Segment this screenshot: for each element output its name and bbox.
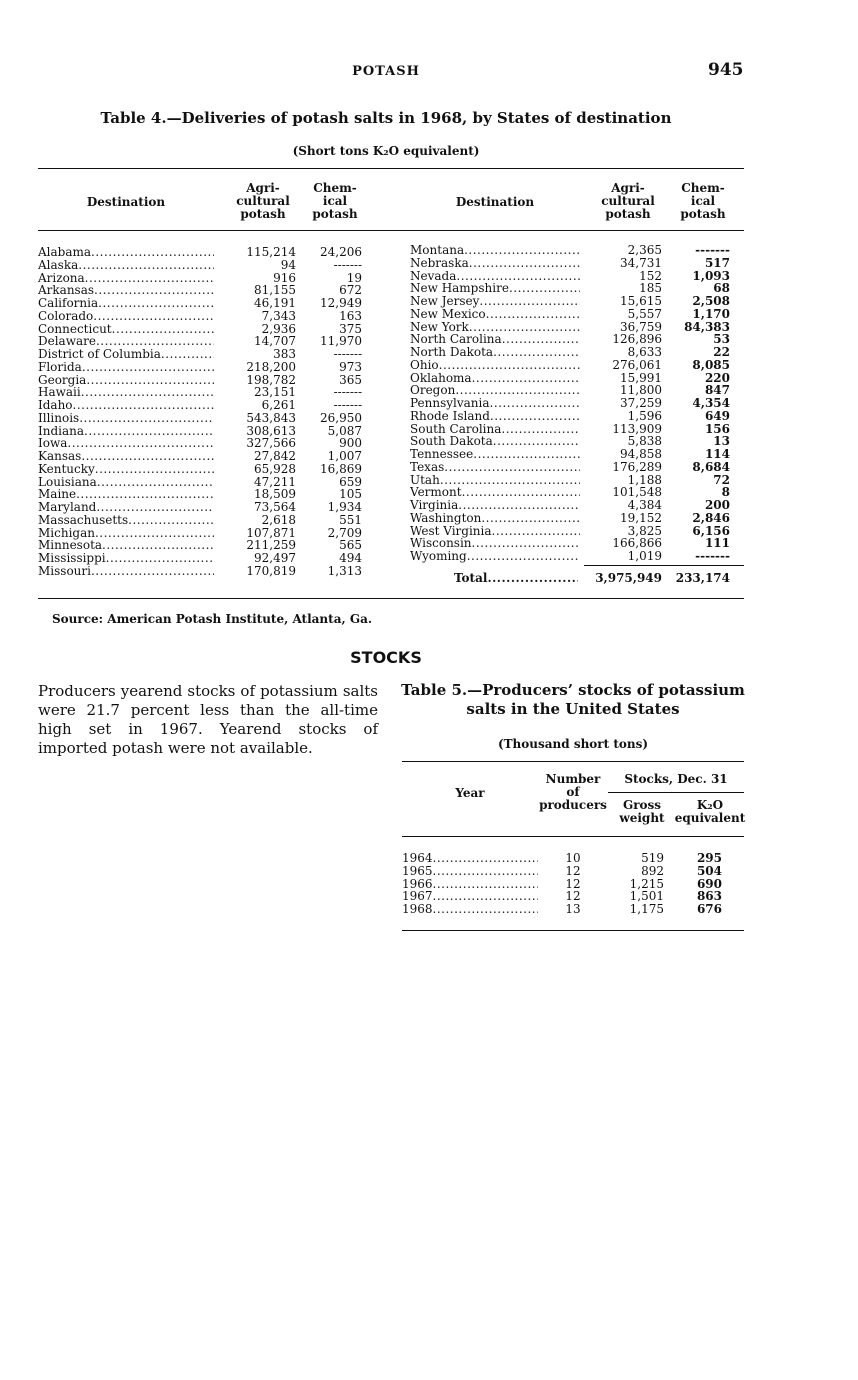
chem-value: 156 [704,421,730,436]
chem-value: 1,007 [327,449,362,463]
destination-name: New Mexico ..... [410,308,580,321]
chem-value: 8,085 [692,357,730,372]
k2o-value: 295 [696,851,722,865]
agri-value: 18,509 [254,487,296,502]
agri-value: 107,871 [246,525,296,540]
destination-name: Iowa ..... [38,437,214,450]
chem-value: 659 [339,474,362,489]
t5-producers-header: Number of producers [539,772,607,812]
chem-value: 551 [339,512,362,527]
destination-name: Oregon ..... [410,384,580,397]
k2o-value: 863 [696,889,722,904]
destination-name: Alabama ..... [38,246,214,259]
chem-value: 11,970 [320,334,362,349]
destination-name: Maine ..... [38,488,214,501]
year-value: 1968 ..... [402,903,538,916]
destination-name: Idaho ..... [38,399,214,412]
chem-value: 847 [704,383,730,398]
chem-value: 1,313 [327,563,362,578]
chem-value: 649 [704,408,730,423]
agri-value: 3,825 [627,523,662,538]
t4-total-label: Total ..... [454,571,578,585]
gross-weight-value: 892 [641,863,664,878]
destination-name: Oklahoma ..... [410,372,580,385]
chem-value: ------- [333,398,362,412]
agri-value: 73,564 [254,500,296,514]
agri-value: 1,596 [627,408,662,423]
t5-k2o-values [664,852,722,916]
gross-weight-value: 519 [641,851,664,865]
agri-value: 4,384 [627,498,662,512]
agri-value: 47,211 [254,474,296,489]
agri-value: 94,858 [620,447,662,461]
table5-title: Table 5.—Producers’ stocks of potassium salts in the United States [401,681,745,718]
t5-gross-header: Gross weight [619,798,665,825]
agri-value: 81,155 [254,283,296,298]
chem-value: 12,949 [320,296,362,310]
chem-value: 8 [721,485,730,500]
k2o-value: 676 [696,902,722,916]
gross-weight-value: 1,501 [629,889,664,904]
destination-name: New Hampshire ..... [410,282,580,295]
chem-value: 72 [713,472,730,487]
agri-value: 15,991 [620,370,662,385]
t4-total-agri: 3,975,949 [595,571,662,585]
agri-value: 115,214 [246,245,296,259]
table4-subtitle: (Short tons K₂O equivalent) [292,144,480,158]
gross-weight-value: 1,215 [629,876,664,891]
agri-value: 27,842 [254,449,296,463]
destination-name: Delaware ..... [38,335,214,348]
agri-value: 7,343 [261,308,296,323]
destination-name: North Dakota ..... [410,346,580,359]
producers-value: 12 [565,876,581,891]
agri-value: 14,707 [254,334,296,349]
producers-value: 12 [565,889,581,904]
destination-name: Minnesota ..... [38,539,214,552]
chem-value: 84,383 [684,319,730,334]
section-heading-stocks: STOCKS [350,648,422,667]
agri-value: 543,843 [246,410,296,425]
chem-value: 8,684 [692,459,730,474]
chem-value: 973 [339,359,362,374]
table5-header-rule [402,836,744,837]
t4-right-agri-header: Agri- cultural potash [601,181,655,221]
agri-value: 327,566 [246,436,296,451]
agri-value: 211,259 [246,538,296,553]
destination-name: California ..... [38,297,214,310]
destination-name: Louisiana ..... [38,476,214,489]
chem-value: 365 [339,372,362,387]
t4-right-destination-header: Destination [455,195,535,209]
table4-top-rule [38,168,744,169]
agri-value: 94 [280,257,296,272]
agri-value: 11,800 [620,383,662,398]
chem-value: ------- [695,243,730,257]
destination-name: Wyoming ..... [410,550,580,563]
chem-value: 1,934 [327,500,362,514]
producers-value: 10 [565,851,581,865]
agri-value: 6,261 [261,398,296,412]
destination-name: Washington ..... [410,512,580,525]
destination-name: Mississippi ..... [38,552,214,565]
producers-value: 12 [565,863,581,878]
destination-name: Kansas ..... [38,450,214,463]
year-value: 1964 ..... [402,852,538,865]
t4-left-destinations [38,246,214,578]
running-header-title: POTASH [352,64,420,79]
destination-name: Vermont ..... [410,486,580,499]
t5-k2o-header: K₂O equivalent [674,798,746,825]
t4-total-chem: 233,174 [675,571,730,585]
year-value: 1967 ..... [402,890,538,903]
producers-value: 13 [565,902,581,916]
chem-value: ------- [333,257,362,272]
destination-name: Utah ..... [410,474,580,487]
t4-right-chem-values [664,244,730,563]
t5-stocks-group-header: Stocks, Dec. 31 [624,772,728,786]
table5-stocks-group-rule [608,792,744,793]
destination-name: New Jersey ..... [410,295,580,308]
chem-value: 24,206 [320,245,362,259]
chem-value: 111 [704,536,730,551]
destination-name: Arizona ..... [38,272,214,285]
destination-name: Colorado ..... [38,310,214,323]
destination-name: Nevada ..... [410,270,580,283]
destination-name: Indiana ..... [38,425,214,438]
table4-header-rule [38,230,744,231]
t4-left-destination-header: Destination [86,195,166,209]
destination-name: Kentucky ..... [38,463,214,476]
destination-name: Connecticut ..... [38,323,214,336]
agri-value: 166,866 [612,536,662,551]
page-number: 945 [708,60,744,80]
chem-value: 68 [713,281,730,296]
agri-value: 34,731 [620,255,662,270]
t4-left-chem-values [296,246,362,578]
agri-value: 198,782 [246,372,296,387]
chem-value: 26,950 [320,410,362,425]
agri-value: 36,759 [620,319,662,334]
destination-name: Wisconsin ..... [410,537,580,550]
destination-name: Alaska ..... [38,259,214,272]
agri-value: 46,191 [254,296,296,310]
agri-value: 15,615 [620,294,662,308]
chem-value: 5,087 [327,423,362,438]
t4-right-chem-header: Chem- ical potash [680,181,726,221]
agri-value: 101,548 [612,485,662,500]
destination-name: Texas ..... [410,461,580,474]
destination-name: Michigan ..... [38,527,214,540]
agri-value: 170,819 [246,563,296,578]
chem-value: ------- [333,347,362,361]
destination-name: Rhode Island ..... [410,410,580,423]
destination-name: New York ..... [410,321,580,334]
chem-value: ------- [333,385,362,400]
destination-name: Georgia ..... [38,374,214,387]
chem-value: ------- [695,549,730,563]
chem-value: 565 [339,538,362,553]
agri-value: 276,061 [612,357,662,372]
chem-value: 2,508 [692,294,730,308]
table5-subtitle: (Thousand short tons) [497,737,649,751]
agri-value: 916 [273,270,296,285]
chem-value: 200 [704,498,730,512]
destination-name: Pennsylvania ..... [410,397,580,410]
agri-value: 8,633 [627,345,662,359]
t4-left-agri-values [220,246,296,578]
chem-value: 13 [713,434,730,449]
chem-value: 375 [339,321,362,336]
agri-value: 5,557 [627,306,662,321]
agri-value: 5,838 [627,434,662,449]
chem-value: 19 [346,270,362,285]
chem-value: 220 [704,370,730,385]
agri-value: 2,936 [261,321,296,336]
agri-value: 1,019 [627,549,662,563]
agri-value: 308,613 [246,423,296,438]
destination-name: Missouri ..... [38,565,214,578]
agri-value: 2,618 [261,512,296,527]
chem-value: 4,354 [692,396,730,410]
destination-name: Arkansas ..... [38,284,214,297]
agri-value: 65,928 [254,461,296,476]
agri-value: 126,896 [612,332,662,347]
agri-value: 185 [639,281,662,296]
t4-left-chem-header: Chem- ical potash [312,181,358,221]
destination-name: South Dakota ..... [410,435,580,448]
chem-value: 53 [713,332,730,347]
stocks-paragraph: Producers yearend stocks of potassium salts were 21.7 percent less than the all-time high set in 1967. Yearend stocks of imported potash were not available. [38,682,378,757]
chem-value: 2,709 [327,525,362,540]
destination-name: Montana ..... [410,244,580,257]
chem-value: 105 [339,487,362,502]
destination-name: North Carolina ..... [410,333,580,346]
chem-value: 163 [339,308,362,323]
k2o-value: 504 [696,863,722,878]
agri-value: 19,152 [620,510,662,525]
table4-source: Source: American Potash Institute, Atlanta, Ga. [52,612,373,626]
t5-year-header: Year [455,786,485,800]
t4-right-agri-values [586,244,662,563]
chem-value: 2,846 [692,510,730,525]
agri-value: 1,188 [627,472,662,487]
chem-value: 672 [339,283,362,298]
destination-name: Florida ..... [38,361,214,374]
table4-title: Table 4.—Deliveries of potash salts in 1968, by States of destination [100,109,672,127]
agri-value: 176,289 [612,459,662,474]
destination-name: Illinois ..... [38,412,214,425]
table5-top-rule [402,761,744,762]
chem-value: 22 [713,345,730,359]
agri-value: 113,909 [612,421,662,436]
destination-name: Ohio ..... [410,359,580,372]
destination-name: Nebraska ..... [410,257,580,270]
chem-value: 517 [704,255,730,270]
t4-left-agri-header: Agri- cultural potash [236,181,290,221]
gross-weight-value: 1,175 [629,902,664,916]
t4-right-destinations [410,244,580,563]
agri-value: 152 [639,268,662,283]
t5-producer-values [538,852,608,916]
t5-gross-values [608,852,664,916]
destination-name: District of Columbia ..... [38,348,214,361]
year-value: 1965 ..... [402,865,538,878]
destination-name: West Virginia ..... [410,525,580,538]
destination-name: Virginia ..... [410,499,580,512]
destination-name: Hawaii ..... [38,386,214,399]
agri-value: 383 [273,347,296,361]
agri-value: 2,365 [627,243,662,257]
k2o-value: 690 [696,876,722,891]
chem-value: 6,156 [692,523,730,538]
agri-value: 23,151 [254,385,296,400]
chem-value: 900 [339,436,362,451]
table4-bottom-rule [38,598,744,599]
agri-value: 37,259 [620,396,662,410]
chem-value: 494 [339,551,362,565]
destination-name: South Carolina ..... [410,423,580,436]
year-value: 1966 ..... [402,878,538,891]
chem-value: 114 [704,447,730,461]
chem-value: 1,093 [692,268,730,283]
destination-name: Maryland ..... [38,501,214,514]
destination-name: Massachusetts ..... [38,514,214,527]
table4-total-rule [584,565,744,566]
t5-year-values [402,852,538,916]
agri-value: 92,497 [254,551,296,565]
destination-name: Tennessee ..... [410,448,580,461]
table5-bottom-rule [402,930,744,931]
chem-value: 16,869 [320,461,362,476]
chem-value: 1,170 [692,306,730,321]
agri-value: 218,200 [246,359,296,374]
